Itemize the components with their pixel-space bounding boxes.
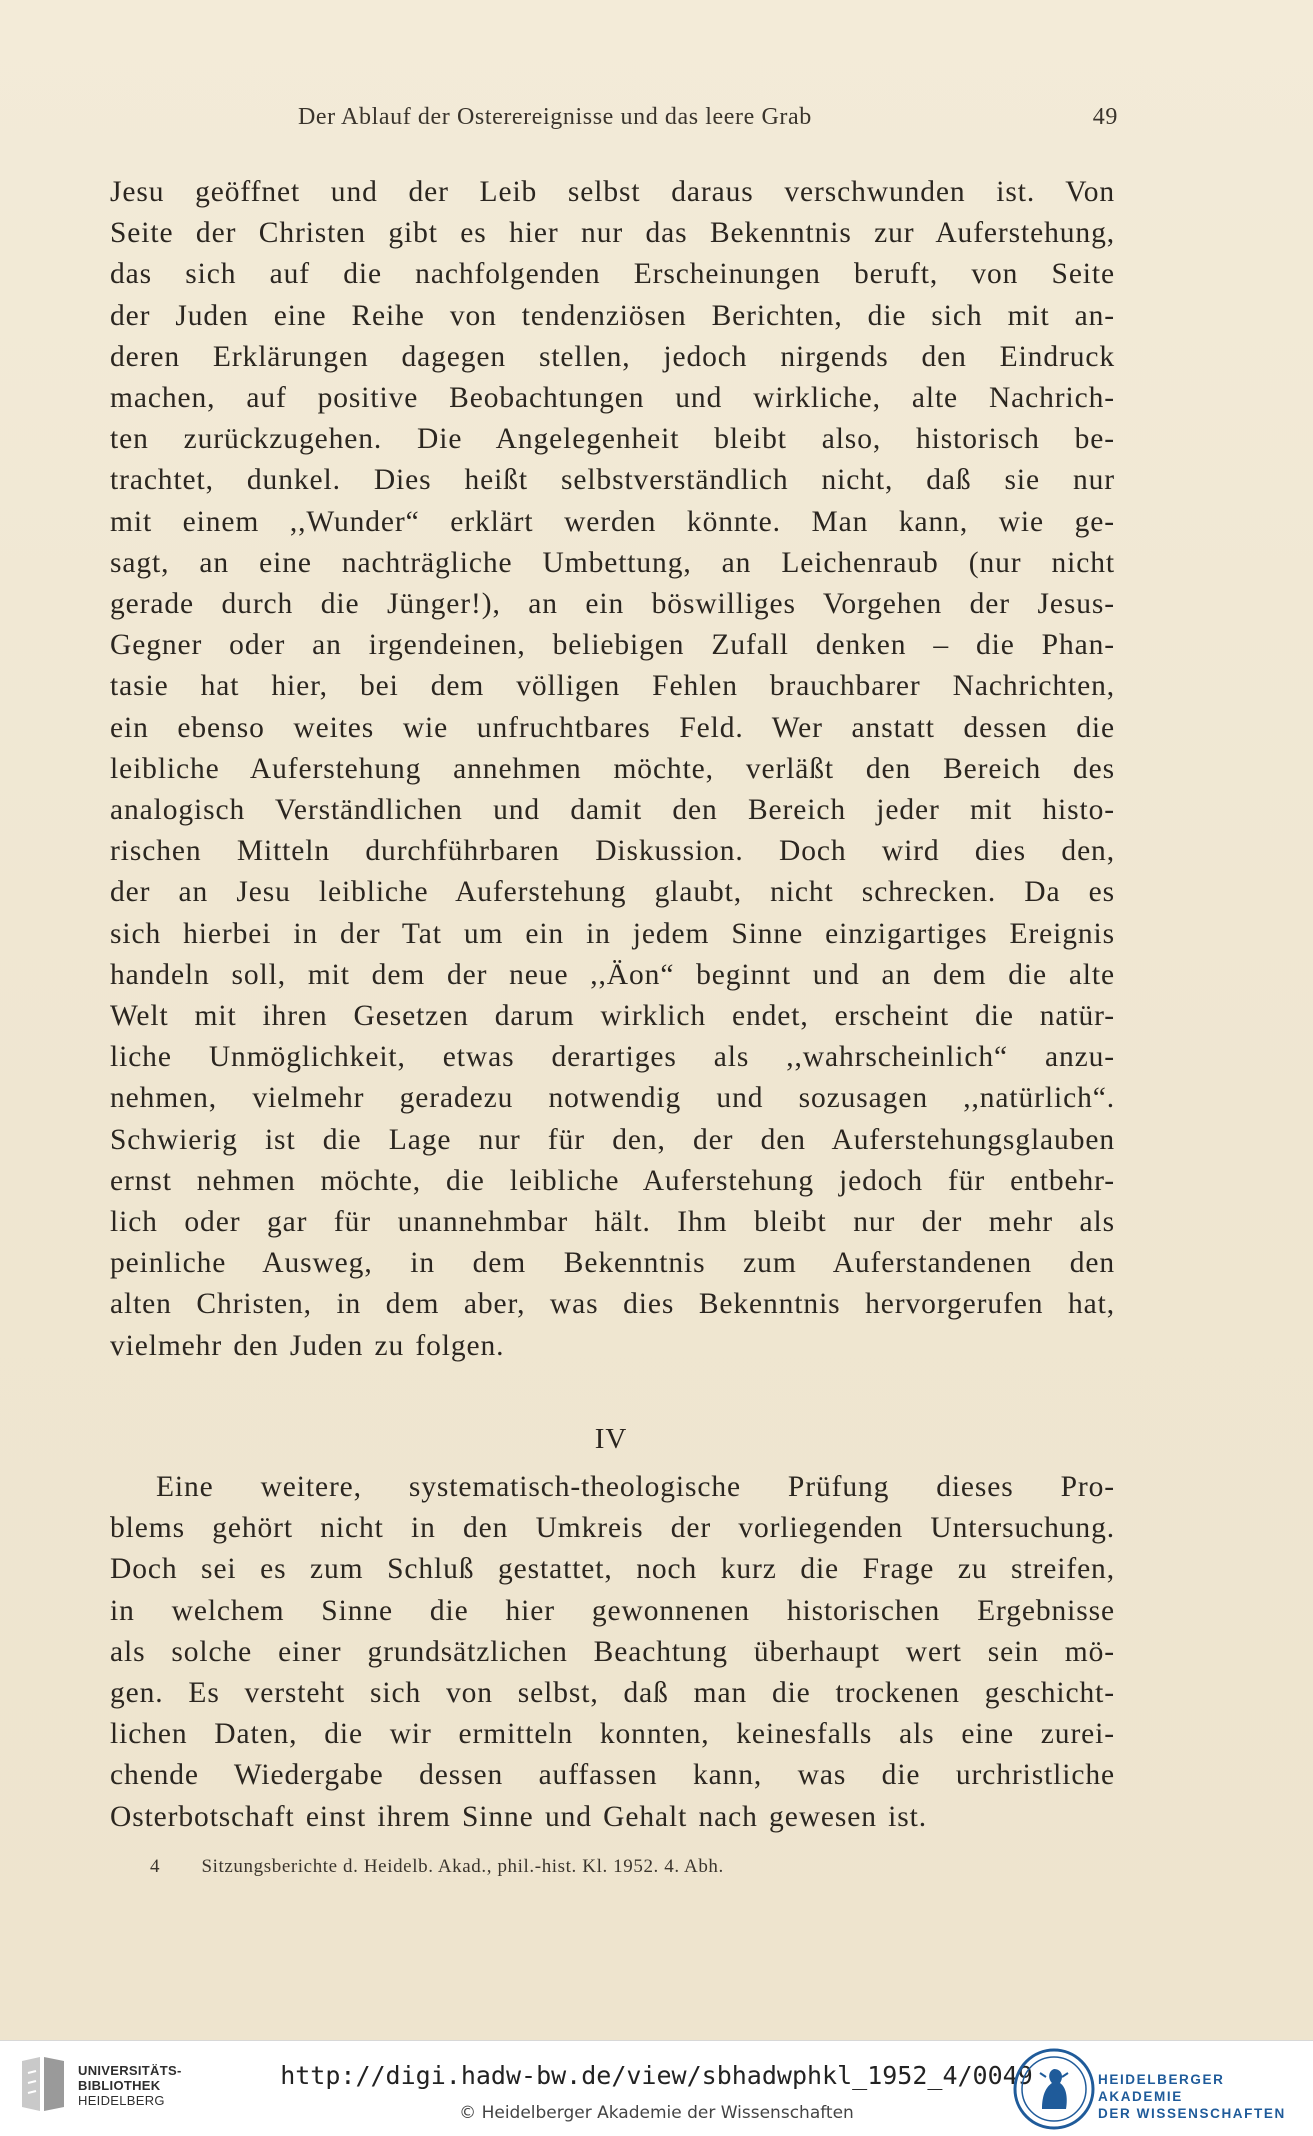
text-line: rischen Mitteln durchführbaren Diskussion. Doch wird dies den,	[110, 835, 1115, 868]
text-line: Seite der Christen gibt es hier nur das Bekenntnis zur Auferstehung,	[110, 217, 1115, 250]
text-line: sich hierbei in der Tat um ein in jedem Sinne einzigartiges Ereignis	[110, 917, 1115, 950]
page-url-link[interactable]: http://digi.hadw-bw.de/view/sbhadwphkl_1952_4/0049	[280, 2061, 1033, 2090]
text-line: gerade durch die Jünger!), an ein böswilliges Vorgehen der Jesus-	[110, 588, 1115, 621]
ub-line-3: HEIDELBERG	[78, 2093, 165, 2108]
text-line: Schwierig ist die Lage nur für den, der den Auferstehungsglauben	[110, 1123, 1115, 1156]
academy-line-1: HEIDELBERGER AKADEMIE	[1098, 2072, 1225, 2104]
text-line: machen, auf positive Beobachtungen und wirkliche, alte Nachrich-	[110, 382, 1115, 415]
printer-signature-line	[150, 1856, 950, 1878]
text-line: mit einem ,,Wunder“ erklärt werden könnte. Man kann, wie ge-	[110, 505, 1115, 538]
text-line: blems gehört nicht in den Umkreis der vorliegenden Untersuchung.	[110, 1512, 1115, 1545]
text-line: der an Jesu leibliche Auferstehung glaubt, nicht schrecken. Da es	[110, 876, 1115, 909]
text-line: chende Wiedergabe dessen auffassen kann, was die urchristliche	[110, 1759, 1115, 1792]
copyright-notice: © Heidelberger Akademie der Wissenschaften	[459, 2103, 854, 2123]
paragraph-2	[110, 1467, 1115, 1838]
text-line: handeln soll, mit dem der neue ,,Äon“ beginnt und an dem die alte	[110, 958, 1115, 991]
text-line: peinliche Ausweg, in dem Bekenntnis zum Auferstandenen den	[110, 1247, 1115, 1280]
text-line: der Juden eine Reihe von tendenziösen Berichten, die sich mit an-	[110, 299, 1115, 332]
ub-line-2: BIBLIOTHEK	[78, 2078, 161, 2093]
paragraph-1	[110, 172, 1115, 1367]
text-line: lichen Daten, die wir ermitteln konnten, keinesfalls als eine zurei-	[110, 1718, 1115, 1751]
text-line: ten zurückzugehen. Die Angelegenheit bleibt also, historisch be-	[110, 423, 1115, 456]
text-line: das sich auf die nachfolgenden Erscheinungen beruft, von Seite	[110, 258, 1115, 291]
academy-seal-icon	[1012, 2047, 1096, 2131]
text-line: gen. Es versteht sich von selbst, daß man die trockenen geschicht-	[110, 1677, 1115, 1710]
text-line: Osterbotschaft einst ihrem Sinne und Gehalt nach gewesen ist.	[110, 1800, 928, 1833]
text-line: tasie hat hier, bei dem völligen Fehlen brauchbarer Nachrichten,	[110, 670, 1115, 703]
text-line: als solche einer grundsätzlichen Beachtung überhaupt wert sein mö-	[110, 1635, 1115, 1668]
signature-text: Sitzungsberichte d. Heidelb. Akad., phil.-hist. Kl. 1952. 4. Abh.	[201, 1856, 724, 1877]
text-line: sagt, an eine nachträgliche Umbettung, an Leichenraub (nur nicht	[110, 546, 1115, 579]
text-line: ernst nehmen möchte, die leibliche Auferstehung jedoch für entbehr-	[110, 1164, 1115, 1197]
text-line: alten Christen, in dem aber, was dies Bekenntnis hervorgerufen hat,	[110, 1288, 1115, 1321]
text-line: lich oder gar für unannehmbar hält. Ihm bleibt nur der mehr als	[110, 1206, 1115, 1239]
text-line: vielmehr den Juden zu folgen.	[110, 1329, 505, 1362]
text-line: Doch sei es zum Schluß gestattet, noch kurz die Frage zu streifen,	[110, 1553, 1115, 1586]
text-line: Welt mit ihren Gesetzen darum wirklich endet, erscheint die natür-	[110, 1000, 1115, 1033]
text-line: liche Unmöglichkeit, etwas derartiges als ,,wahrscheinlich“ anzu-	[110, 1041, 1115, 1074]
text-line: Eine weitere, systematisch-theologische Prüfung dieses Pro-	[156, 1471, 1115, 1503]
academy-name	[1098, 2071, 1313, 2122]
text-line: Jesu geöffnet und der Leib selbst daraus verschwunden ist. Von	[110, 176, 1115, 208]
academy-line-2: DER WISSENSCHAFTEN	[1098, 2106, 1286, 2121]
text-line: analogisch Verständlichen und damit den Bereich jeder mit histo-	[110, 794, 1115, 827]
signature-number: 4	[150, 1856, 161, 1877]
text-line: trachtet, dunkel. Dies heißt selbstverständlich nicht, daß sie nur	[110, 464, 1115, 497]
section-number: IV	[594, 1423, 628, 1455]
text-line: leibliche Auferstehung annehmen möchte, verläßt den Bereich des	[110, 752, 1115, 785]
text-line: ein ebenso weites wie unfruchtbares Feld. Wer anstatt dessen die	[110, 711, 1115, 744]
running-head-title: Der Ablauf der Osterereignisse und das leere Grab	[298, 104, 812, 130]
text-line: in welchem Sinne die hier gewonnenen historischen Ergebnisse	[110, 1594, 1115, 1627]
viewer-footer	[0, 2040, 1313, 2136]
text-line: nehmen, vielmehr geradezu notwendig und sozusagen ,,natürlich“.	[110, 1082, 1115, 1115]
ub-line-1: UNIVERSITÄTS-	[78, 2063, 182, 2078]
text-line: Gegner oder an irgendeinen, beliebigen Zufall denken – die Phan-	[110, 629, 1115, 662]
text-line: deren Erklärungen dagegen stellen, jedoch nirgends den Eindruck	[110, 340, 1115, 373]
page-number: 49	[1092, 104, 1118, 130]
